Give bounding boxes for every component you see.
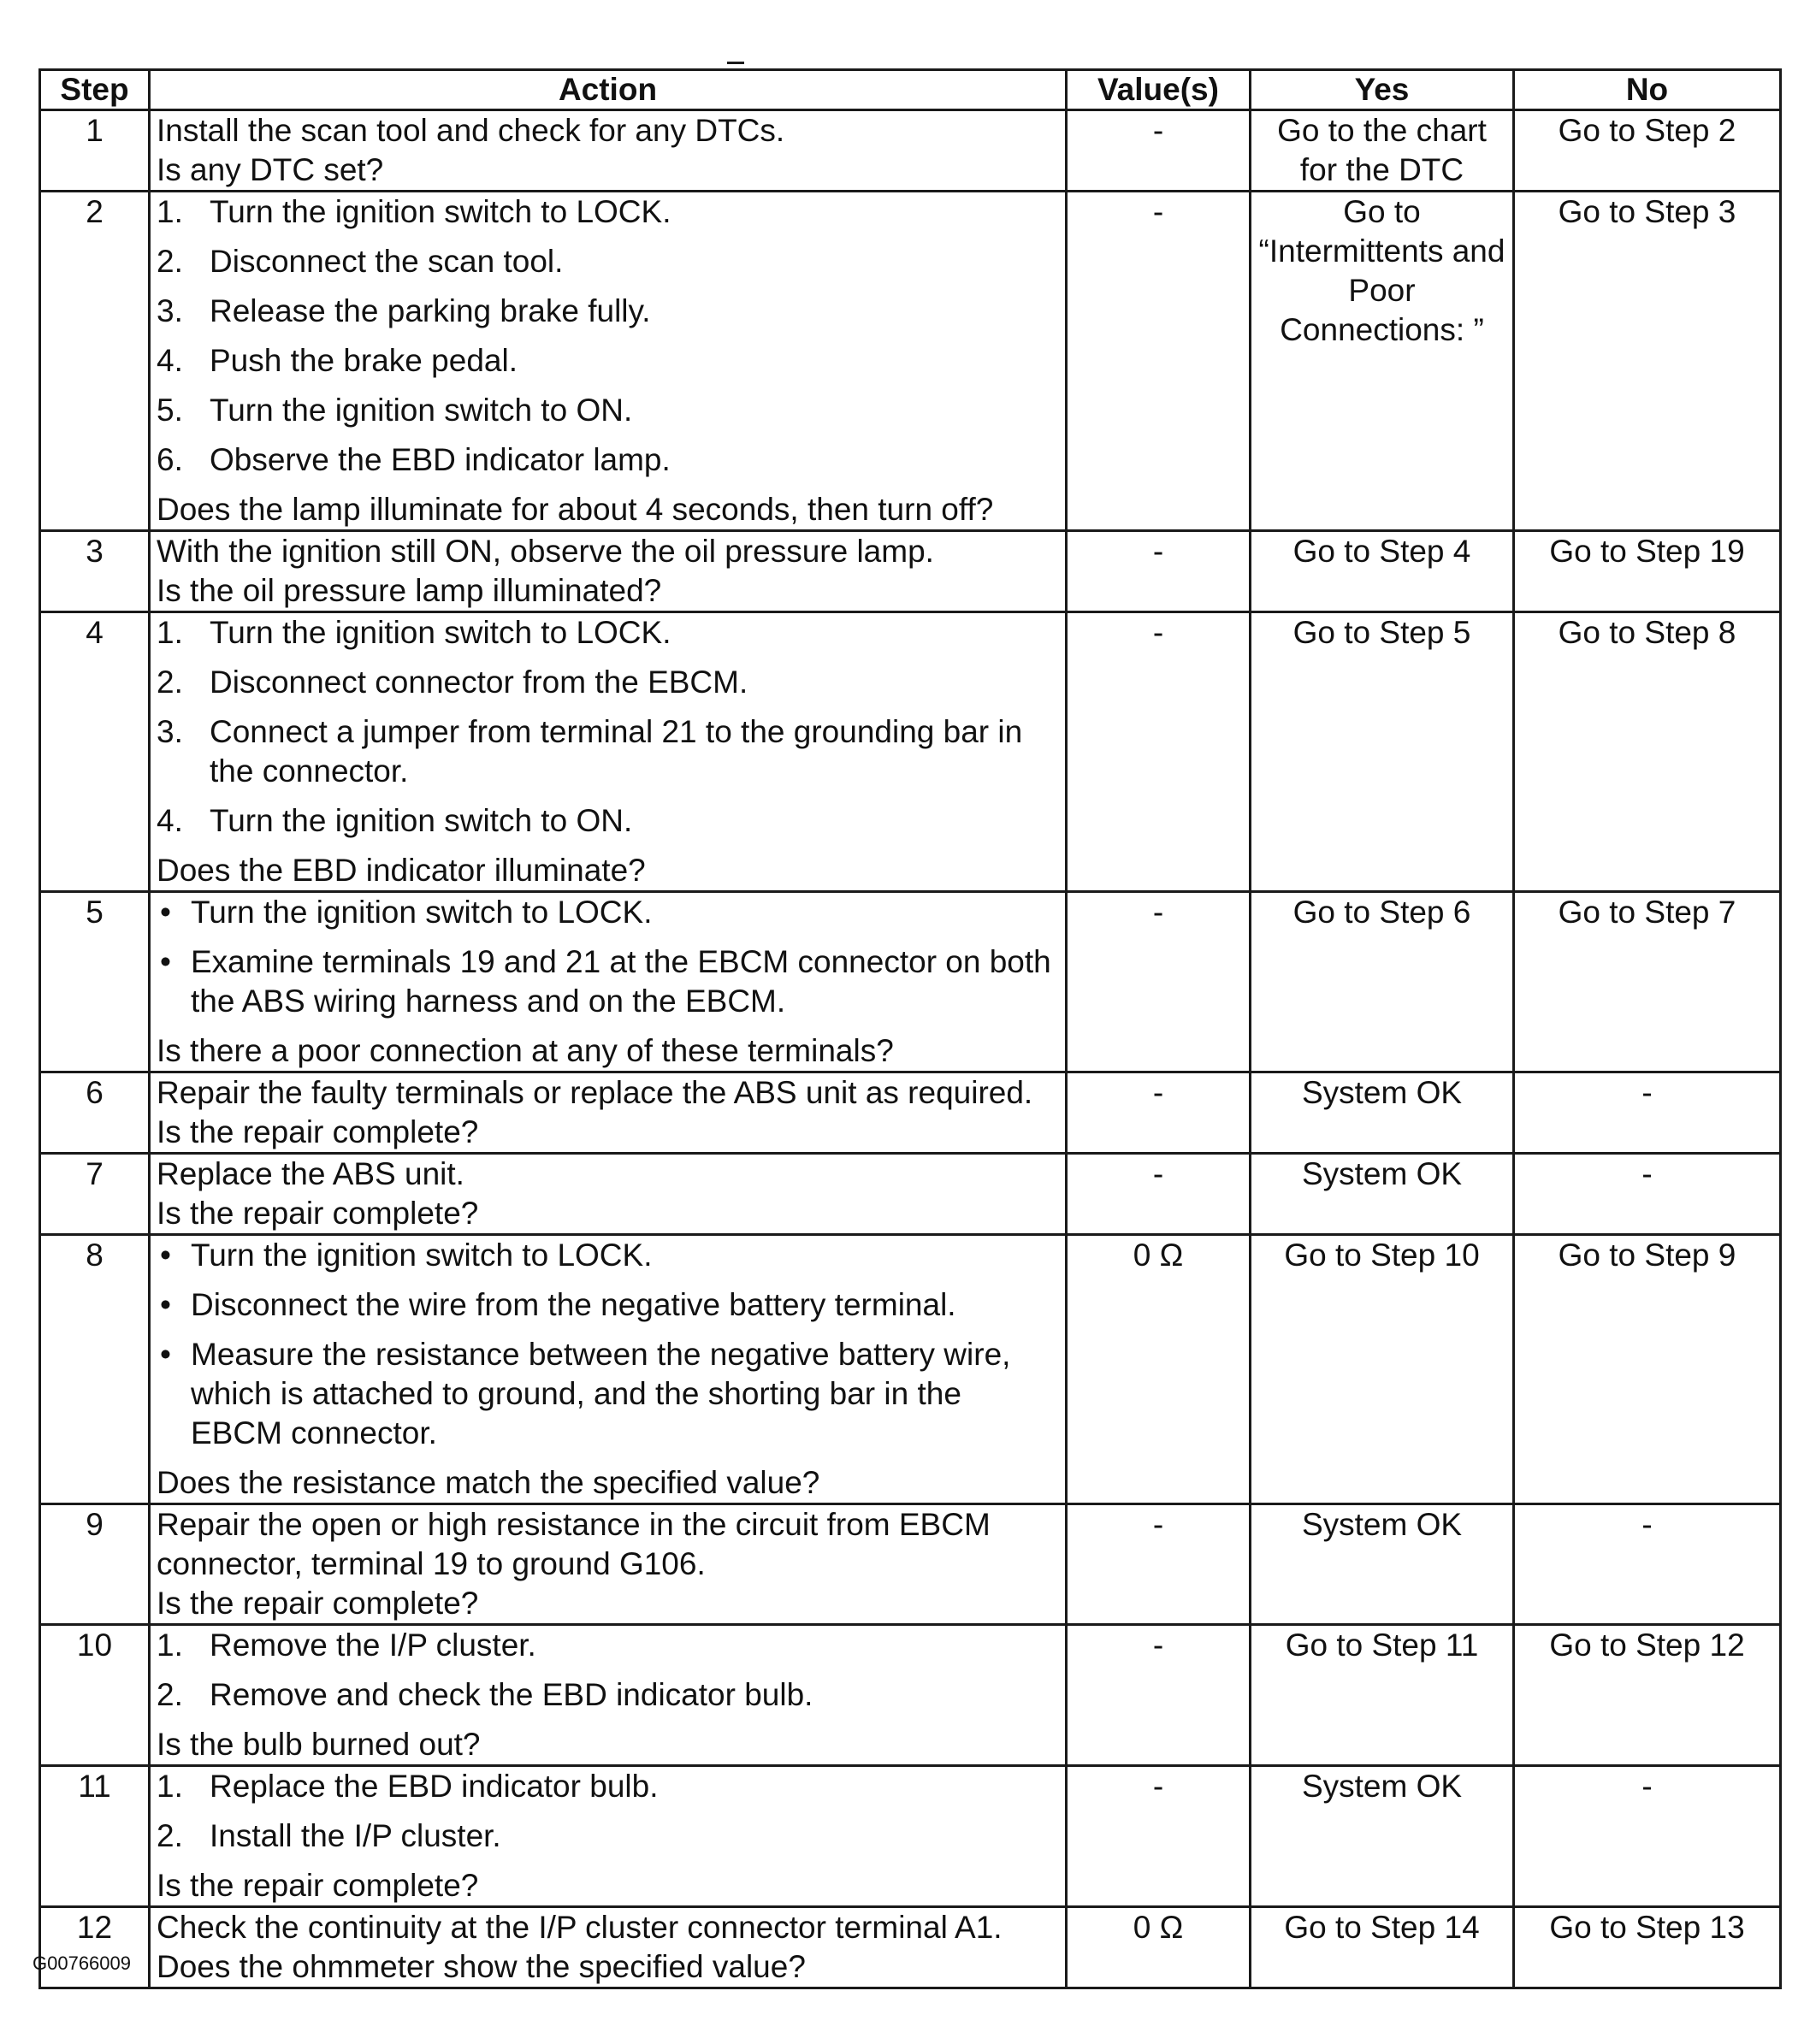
diagnostic-table [38,68,1782,1989]
action-text-line: Repair the faulty terminals or replace the ABS unit as required. [157,1075,1033,1110]
step-number-cell: 6 [40,1072,150,1154]
list-number: 1. [157,1769,183,1804]
action-text-line: Does the EBD indicator illuminate? [157,853,646,888]
step-number-cell: 11 [40,1766,150,1907]
numbered-list-item [157,292,1059,331]
bullet-marker: • [160,1287,171,1322]
list-item-text: Turn the ignition switch to LOCK. [210,615,671,650]
yes-result-cell: Go to Step 11 [1251,1625,1514,1766]
list-number: 1. [157,615,183,650]
list-number: 1. [157,1628,183,1663]
table-row [40,612,1781,892]
no-result-cell: Go to Step 2 [1514,110,1781,192]
value-cell: - [1067,110,1251,192]
list-item-text: Disconnect the wire from the negative battery terminal. [191,1287,956,1322]
table-row [40,192,1781,531]
list-item-text: Examine terminals 19 and 21 at the EBCM connector on both the ABS wiring harness and on the EBCM. [191,944,1051,1019]
yes-result-cell: Go to Step 10 [1251,1235,1514,1504]
numbered-list-item [157,801,1059,841]
step-number-cell: 9 [40,1504,150,1625]
list-number: 6. [157,442,183,477]
table-row [40,1766,1781,1907]
action-cell [150,1766,1067,1907]
numbered-list-item [157,341,1059,381]
table-header-row [40,70,1781,110]
value-cell: - [1067,612,1251,892]
numbered-list-item [157,391,1059,430]
column-header-step: Step [40,70,150,110]
numbered-list-item [157,1767,1059,1806]
list-number: 2. [157,665,183,700]
action-text-line: Check the continuity at the I/P cluster connector terminal A1. [157,1910,1003,1945]
list-item-text: Disconnect the scan tool. [210,244,564,279]
numbered-list-item [157,712,1059,791]
bullet-list-item [157,1285,1059,1325]
yes-result-cell: Go to Step 14 [1251,1907,1514,1988]
table-row [40,1072,1781,1154]
step-number-cell: 1 [40,110,150,192]
bullet-list-item [157,942,1059,1021]
value-cell: - [1067,892,1251,1072]
list-item-text: Replace the EBD indicator bulb. [210,1769,659,1804]
list-item-text: Turn the ignition switch to LOCK. [210,194,671,229]
action-text-line: Does the resistance match the specified value? [157,1465,820,1500]
action-text-line: Is there a poor connection at any of these terminals? [157,1033,894,1068]
bullet-marker: • [160,944,171,979]
no-result-cell: Go to Step 19 [1514,531,1781,612]
value-cell: - [1067,531,1251,612]
yes-result-cell: System OK [1251,1072,1514,1154]
bullet-marker: • [160,1337,171,1372]
yes-result-cell: Go to Step 5 [1251,612,1514,892]
action-cell [150,892,1067,1072]
list-number: 4. [157,803,183,838]
action-text-line: Replace the ABS unit. [157,1156,464,1191]
numbered-list-item [157,1626,1059,1665]
action-cell [150,1907,1067,1988]
numbered-list-item [157,663,1059,702]
no-result-cell: - [1514,1154,1781,1235]
action-text-line: Is the repair complete? [157,1196,479,1231]
column-header-no: No [1514,70,1781,110]
no-result-cell: - [1514,1504,1781,1625]
yes-result-cell: System OK [1251,1766,1514,1907]
action-text-line: Is the repair complete? [157,1114,479,1149]
list-number: 1. [157,194,183,229]
yes-result-cell: System OK [1251,1504,1514,1625]
numbered-list-item [157,440,1059,480]
value-cell: 0 Ω [1067,1235,1251,1504]
list-item-text: Release the parking brake fully. [210,293,651,328]
step-number-cell: 5 [40,892,150,1072]
list-item-text: Disconnect connector from the EBCM. [210,665,748,700]
list-number: 2. [157,244,183,279]
action-cell [150,192,1067,531]
no-result-cell: - [1514,1766,1781,1907]
header-tick-mark [727,62,744,64]
action-cell [150,1154,1067,1235]
list-number: 3. [157,293,183,328]
list-item-text: Remove the I/P cluster. [210,1628,536,1663]
action-cell [150,1625,1067,1766]
column-header-yes: Yes [1251,70,1514,110]
table-row [40,110,1781,192]
value-cell: - [1067,192,1251,531]
action-cell [150,1235,1067,1504]
numbered-list-item [157,242,1059,281]
list-item-text: Remove and check the EBD indicator bulb. [210,1677,813,1712]
list-number: 3. [157,714,183,749]
action-text-line: Install the scan tool and check for any DTCs. [157,113,785,148]
value-cell: - [1067,1625,1251,1766]
step-number-cell: 7 [40,1154,150,1235]
bullet-list-item [157,1335,1059,1453]
yes-result-cell: Go to Step 4 [1251,531,1514,612]
table-row [40,1235,1781,1504]
table-row [40,531,1781,612]
figure-id: G00766009 [33,1952,131,1974]
no-result-cell: Go to Step 3 [1514,192,1781,531]
value-cell: - [1067,1072,1251,1154]
bullet-marker: • [160,895,171,930]
numbered-list-item [157,1817,1059,1856]
no-result-cell: Go to Step 13 [1514,1907,1781,1988]
table-row [40,892,1781,1072]
list-number: 4. [157,343,183,378]
value-cell: - [1067,1154,1251,1235]
list-number: 2. [157,1818,183,1853]
yes-result-cell: System OK [1251,1154,1514,1235]
step-number-cell: 3 [40,531,150,612]
list-item-text: Turn the ignition switch to LOCK. [191,1238,653,1273]
bullet-list-item [157,1236,1059,1275]
list-item-text: Push the brake pedal. [210,343,518,378]
list-number: 2. [157,1677,183,1712]
list-item-text: Install the I/P cluster. [210,1818,501,1853]
no-result-cell: Go to Step 9 [1514,1235,1781,1504]
no-result-cell: Go to Step 8 [1514,612,1781,892]
table-row [40,1907,1781,1988]
action-cell [150,1504,1067,1625]
action-text-line: With the ignition still ON, observe the oil pressure lamp. [157,534,934,569]
no-result-cell: - [1514,1072,1781,1154]
action-text-line: Is the oil pressure lamp illuminated? [157,573,662,608]
action-text-line: Is the repair complete? [157,1868,479,1903]
action-text-line: Does the ohmmeter show the specified value? [157,1949,806,1984]
action-text-line: Is the repair complete? [157,1586,479,1621]
column-header-action: Action [150,70,1067,110]
table-row [40,1504,1781,1625]
numbered-list-item [157,1675,1059,1715]
table-row [40,1625,1781,1766]
step-number-cell: 8 [40,1235,150,1504]
list-item-text: Turn the ignition switch to ON. [210,803,633,838]
list-item-text: Turn the ignition switch to LOCK. [191,895,653,930]
action-text-line: Repair the open or high resistance in the circuit from EBCM connector, terminal 19 to ground G106. [157,1507,991,1581]
list-item-text: Observe the EBD indicator lamp. [210,442,671,477]
yes-result-cell: Go to “Intermittents and Poor Connections: ” [1251,192,1514,531]
yes-result-cell: Go to Step 6 [1251,892,1514,1072]
table-body [40,110,1781,1988]
value-cell: - [1067,1504,1251,1625]
column-header-values: Value(s) [1067,70,1251,110]
action-cell [150,612,1067,892]
action-cell [150,1072,1067,1154]
numbered-list-item [157,613,1059,653]
action-cell [150,110,1067,192]
step-number-cell: 10 [40,1625,150,1766]
step-number-cell: 12 [40,1907,150,1988]
bullet-list-item [157,893,1059,932]
list-item-text: Turn the ignition switch to ON. [210,393,633,428]
list-number: 5. [157,393,183,428]
action-text-line: Is the bulb burned out? [157,1727,481,1762]
no-result-cell: Go to Step 7 [1514,892,1781,1072]
numbered-list-item [157,192,1059,232]
action-text-line: Is any DTC set? [157,152,384,187]
list-item-text: Measure the resistance between the negative battery wire, which is attached to ground, and the shorting bar in the EBCM connector. [191,1337,1011,1450]
list-item-text: Connect a jumper from terminal 21 to the grounding bar in the connector. [210,714,1023,789]
value-cell: - [1067,1766,1251,1907]
action-cell [150,531,1067,612]
bullet-marker: • [160,1238,171,1273]
no-result-cell: Go to Step 12 [1514,1625,1781,1766]
step-number-cell: 4 [40,612,150,892]
step-number-cell: 2 [40,192,150,531]
yes-result-cell: Go to the chart for the DTC [1251,110,1514,192]
table-row [40,1154,1781,1235]
action-text-line: Does the lamp illuminate for about 4 seconds, then turn off? [157,492,994,527]
value-cell: 0 Ω [1067,1907,1251,1988]
